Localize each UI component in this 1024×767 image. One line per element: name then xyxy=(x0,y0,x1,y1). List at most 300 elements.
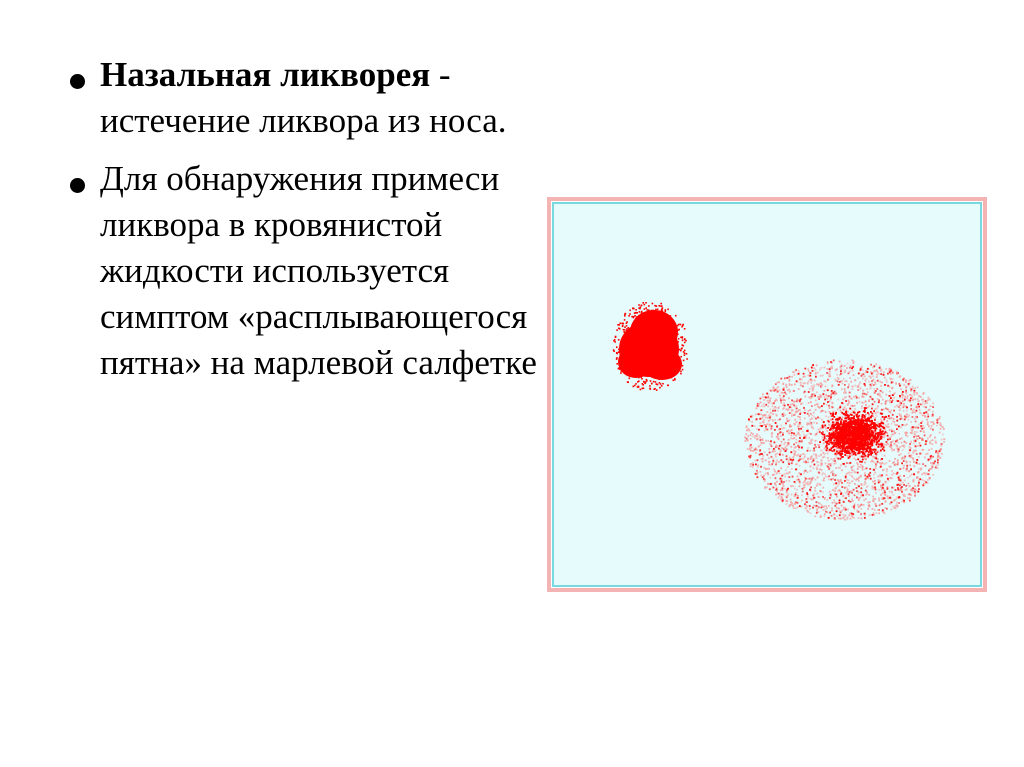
halo-speck xyxy=(785,450,787,452)
halo-speck xyxy=(884,429,886,431)
halo-speck xyxy=(837,399,839,401)
core-speck xyxy=(869,420,871,422)
halo-speck xyxy=(902,397,904,399)
core-speck xyxy=(875,449,877,451)
halo-speck xyxy=(828,395,830,397)
halo-speck xyxy=(766,454,768,456)
halo-speck xyxy=(812,507,814,509)
core-speck xyxy=(852,447,854,449)
halo-speck xyxy=(866,394,868,396)
halo-speck xyxy=(903,405,905,407)
halo-speck xyxy=(767,483,769,485)
halo-speck xyxy=(862,378,864,380)
halo-speck xyxy=(893,410,895,412)
halo-speck xyxy=(841,505,843,507)
core-speck xyxy=(843,438,845,440)
halo-speck xyxy=(939,424,941,426)
halo-speck xyxy=(898,454,900,456)
blood-spot-speck xyxy=(613,350,615,352)
halo-speck xyxy=(778,381,780,383)
halo-speck xyxy=(909,443,911,445)
halo-speck xyxy=(940,448,942,450)
halo-speck xyxy=(928,397,930,399)
blood-spot-speck xyxy=(661,305,663,307)
halo-speck xyxy=(922,403,924,405)
blood-spot-speck xyxy=(626,328,628,330)
halo-speck xyxy=(890,397,892,399)
halo-speck xyxy=(763,424,765,426)
halo-speck xyxy=(904,399,906,401)
blood-spot-speck xyxy=(635,383,637,385)
blood-spot-speck xyxy=(682,344,684,346)
blood-spot-speck xyxy=(648,309,650,311)
halo-speck xyxy=(932,456,934,458)
halo-speck xyxy=(857,377,859,379)
halo-speck xyxy=(882,487,884,489)
halo-speck xyxy=(871,373,873,375)
halo-speck xyxy=(905,387,907,389)
halo-speck xyxy=(816,508,818,510)
halo-speck xyxy=(833,411,835,413)
halo-speck xyxy=(790,451,792,453)
halo-speck xyxy=(814,416,816,418)
halo-speck xyxy=(762,455,764,457)
core-speck xyxy=(862,456,864,458)
halo-speck xyxy=(886,474,888,476)
halo-speck xyxy=(937,420,939,422)
core-speck xyxy=(826,447,828,449)
halo-speck xyxy=(885,408,887,410)
halo-speck xyxy=(875,413,877,415)
halo-speck xyxy=(866,388,868,390)
halo-speck xyxy=(885,379,887,381)
halo-speck xyxy=(763,414,765,416)
blood-spot-speck xyxy=(644,304,646,306)
halo-speck xyxy=(856,490,858,492)
halo-speck xyxy=(767,406,769,408)
core-speck xyxy=(855,426,857,428)
blood-spot-speck xyxy=(629,375,631,377)
halo-speck xyxy=(783,443,785,445)
halo-speck xyxy=(774,406,776,408)
halo-speck xyxy=(864,474,866,476)
halo-speck xyxy=(757,476,759,478)
core-speck xyxy=(862,414,864,416)
halo-speck xyxy=(860,513,862,515)
halo-speck xyxy=(923,406,925,408)
halo-speck xyxy=(780,489,782,491)
core-speck xyxy=(838,431,840,433)
halo-speck xyxy=(815,434,817,436)
halo-speck xyxy=(830,361,832,363)
halo-speck xyxy=(811,426,813,428)
blood-spot-speck xyxy=(631,374,633,376)
halo-speck xyxy=(928,459,930,461)
halo-speck xyxy=(802,426,804,428)
halo-speck xyxy=(773,487,775,489)
blood-spot-speck xyxy=(626,370,628,372)
core-speck xyxy=(846,425,848,427)
halo-speck xyxy=(909,485,911,487)
halo-speck xyxy=(860,464,862,466)
core-speck xyxy=(860,433,862,435)
halo-speck xyxy=(923,392,925,394)
halo-speck xyxy=(801,500,803,502)
halo-speck xyxy=(824,448,826,450)
halo-speck xyxy=(782,500,784,502)
core-speck xyxy=(875,453,877,455)
core-speck xyxy=(851,417,853,419)
blood-spot-speck xyxy=(655,309,657,311)
blood-spot-speck xyxy=(644,308,646,310)
halo-speck xyxy=(913,450,915,452)
halo-speck xyxy=(865,404,867,406)
halo-speck xyxy=(818,383,820,385)
halo-speck xyxy=(841,388,843,390)
halo-speck xyxy=(779,395,781,397)
halo-speck xyxy=(904,432,906,434)
halo-speck xyxy=(840,492,842,494)
halo-speck xyxy=(877,476,879,478)
halo-speck xyxy=(928,473,930,475)
core-speck xyxy=(859,443,861,445)
halo-speck xyxy=(909,464,911,466)
halo-speck xyxy=(845,392,847,394)
halo-speck xyxy=(913,480,915,482)
halo-speck xyxy=(781,447,783,449)
core-speck xyxy=(866,433,868,435)
halo-speck xyxy=(884,377,886,379)
halo-speck xyxy=(812,477,814,479)
halo-speck xyxy=(846,473,848,475)
core-speck xyxy=(874,435,876,437)
halo-speck xyxy=(799,482,801,484)
halo-speck xyxy=(905,390,907,392)
halo-speck xyxy=(846,462,848,464)
halo-speck xyxy=(750,455,752,457)
halo-speck xyxy=(858,384,860,386)
blood-spot-speck xyxy=(674,373,676,375)
halo-speck xyxy=(878,489,880,491)
halo-speck xyxy=(813,412,815,414)
halo-speck xyxy=(810,372,812,374)
core-speck xyxy=(840,458,842,460)
halo-speck xyxy=(847,386,849,388)
blood-spot-speck xyxy=(620,323,622,325)
blood-spot-speck xyxy=(645,381,647,383)
halo-speck xyxy=(816,467,818,469)
halo-speck xyxy=(833,499,835,501)
halo-speck xyxy=(775,456,777,458)
halo-speck xyxy=(774,483,776,485)
halo-speck xyxy=(915,489,917,491)
halo-speck xyxy=(873,514,875,516)
halo-speck xyxy=(900,418,902,420)
halo-speck xyxy=(789,462,791,464)
halo-speck xyxy=(816,501,818,503)
halo-speck xyxy=(941,439,943,441)
halo-speck xyxy=(924,480,926,482)
halo-speck xyxy=(773,402,775,404)
halo-speck xyxy=(804,456,806,458)
halo-speck xyxy=(788,432,790,434)
halo-speck xyxy=(802,488,804,490)
halo-speck xyxy=(827,401,829,403)
halo-speck xyxy=(825,428,827,430)
core-speck xyxy=(840,440,842,442)
blood-spot-speck xyxy=(666,373,668,375)
halo-speck xyxy=(879,393,881,395)
halo-speck xyxy=(839,514,841,516)
core-speck xyxy=(865,426,867,428)
halo-speck xyxy=(825,463,827,465)
blood-spot-part xyxy=(642,348,682,380)
halo-speck xyxy=(814,404,816,406)
halo-speck xyxy=(824,505,826,507)
halo-speck xyxy=(751,425,753,427)
halo-speck xyxy=(940,422,942,424)
halo-speck xyxy=(757,405,759,407)
blood-spot-speck xyxy=(633,317,635,319)
halo-speck xyxy=(932,429,934,431)
halo-speck xyxy=(810,486,812,488)
core-speck xyxy=(832,421,834,423)
halo-speck xyxy=(917,427,919,429)
halo-speck xyxy=(777,410,779,412)
halo-speck xyxy=(874,401,876,403)
blood-spot-speck xyxy=(680,324,682,326)
halo-speck xyxy=(905,381,907,383)
core-speck xyxy=(832,424,834,426)
halo-speck xyxy=(914,411,916,413)
halo-speck xyxy=(805,478,807,480)
halo-speck xyxy=(862,402,864,404)
halo-speck xyxy=(750,416,752,418)
halo-speck xyxy=(872,508,874,510)
core-speck xyxy=(832,418,834,420)
halo-speck xyxy=(850,518,852,520)
halo-speck xyxy=(842,399,844,401)
blood-spot-speck xyxy=(677,325,679,327)
halo-speck xyxy=(831,367,833,369)
halo-speck xyxy=(790,501,792,503)
halo-speck xyxy=(913,461,915,463)
core-speck xyxy=(849,408,851,410)
halo-speck xyxy=(782,483,784,485)
bullet-dash: - xyxy=(430,55,451,94)
core-speck xyxy=(856,434,858,436)
halo-speck xyxy=(793,423,795,425)
halo-speck xyxy=(856,402,858,404)
halo-speck xyxy=(851,472,853,474)
halo-speck xyxy=(825,386,827,388)
halo-speck xyxy=(921,473,923,475)
halo-speck xyxy=(833,473,835,475)
halo-speck xyxy=(839,381,841,383)
halo-speck xyxy=(902,494,904,496)
halo-speck xyxy=(821,450,823,452)
halo-speck xyxy=(858,517,860,519)
halo-speck xyxy=(796,411,798,413)
halo-speck xyxy=(746,426,748,428)
halo-speck xyxy=(930,428,932,430)
halo-speck xyxy=(899,468,901,470)
halo-speck xyxy=(830,419,832,421)
core-speck xyxy=(860,438,862,440)
blood-spot-speck xyxy=(628,374,630,376)
halo-speck xyxy=(761,425,763,427)
halo-speck xyxy=(868,375,870,377)
halo-speck xyxy=(881,409,883,411)
halo-speck xyxy=(889,491,891,493)
halo-speck xyxy=(821,405,823,407)
halo-speck xyxy=(857,468,859,470)
blood-spot-speck xyxy=(653,313,655,315)
halo-speck xyxy=(917,445,919,447)
halo-speck xyxy=(781,478,783,480)
halo-speck xyxy=(759,406,761,408)
halo-speck xyxy=(794,374,796,376)
halo-speck xyxy=(878,512,880,514)
halo-speck xyxy=(847,403,849,405)
halo-speck xyxy=(756,470,758,472)
halo-speck xyxy=(789,406,791,408)
halo-speck xyxy=(788,459,790,461)
halo-speck xyxy=(807,471,809,473)
halo-speck xyxy=(830,398,832,400)
halo-speck xyxy=(889,386,891,388)
halo-speck xyxy=(761,453,763,455)
halo-speck xyxy=(790,437,792,439)
halo-speck xyxy=(937,457,939,459)
halo-speck xyxy=(804,487,806,489)
halo-speck xyxy=(782,434,784,436)
halo-speck xyxy=(847,482,849,484)
halo-speck xyxy=(865,490,867,492)
halo-speck xyxy=(854,504,856,506)
halo-speck xyxy=(892,381,894,383)
halo-speck xyxy=(859,382,861,384)
blood-spot-speck xyxy=(624,363,626,365)
halo-speck xyxy=(908,384,910,386)
halo-speck xyxy=(755,464,757,466)
core-speck xyxy=(862,445,864,447)
halo-speck xyxy=(788,439,790,441)
core-speck xyxy=(859,461,861,463)
halo-speck xyxy=(874,480,876,482)
halo-speck xyxy=(855,459,857,461)
halo-speck xyxy=(796,455,798,457)
halo-speck xyxy=(880,466,882,468)
halo-speck xyxy=(902,482,904,484)
core-speck xyxy=(865,455,867,457)
core-speck xyxy=(831,443,833,445)
halo-speck xyxy=(907,497,909,499)
halo-speck xyxy=(870,364,872,366)
halo-speck xyxy=(869,501,871,503)
halo-speck xyxy=(900,487,902,489)
core-speck xyxy=(856,421,858,423)
halo-speck xyxy=(806,430,808,432)
halo-speck xyxy=(821,464,823,466)
halo-speck xyxy=(796,398,798,400)
blood-spot-speck xyxy=(635,309,637,311)
blood-spot-speck xyxy=(674,378,676,380)
core-speck xyxy=(854,422,856,424)
halo-speck xyxy=(849,474,851,476)
core-speck xyxy=(882,423,884,425)
halo-speck xyxy=(909,449,911,451)
halo-speck xyxy=(863,504,865,506)
blood-spot-speck xyxy=(673,322,675,324)
halo-speck xyxy=(807,447,809,449)
halo-speck xyxy=(841,486,843,488)
halo-speck xyxy=(927,423,929,425)
halo-speck xyxy=(896,405,898,407)
halo-speck xyxy=(917,417,919,419)
blood-spot-speck xyxy=(616,353,618,355)
halo-speck xyxy=(925,442,927,444)
core-speck xyxy=(849,443,851,445)
blood-spot-speck xyxy=(624,332,626,334)
core-speck xyxy=(873,440,875,442)
halo-speck xyxy=(851,480,853,482)
halo-speck xyxy=(786,386,788,388)
halo-speck xyxy=(770,398,772,400)
halo-speck xyxy=(884,497,886,499)
halo-speck xyxy=(814,490,816,492)
halo-speck xyxy=(846,479,848,481)
halo-speck xyxy=(857,466,859,468)
halo-speck xyxy=(891,487,893,489)
halo-speck xyxy=(897,487,899,489)
halo-speck xyxy=(819,468,821,470)
halo-speck xyxy=(819,396,821,398)
halo-speck xyxy=(885,424,887,426)
halo-speck xyxy=(795,422,797,424)
halo-speck xyxy=(844,365,846,367)
halo-speck xyxy=(787,444,789,446)
core-speck xyxy=(836,429,838,431)
halo-speck xyxy=(921,421,923,423)
halo-speck xyxy=(815,440,817,442)
halo-speck xyxy=(932,474,934,476)
halo-speck xyxy=(772,451,774,453)
halo-speck xyxy=(899,375,901,377)
halo-speck xyxy=(919,409,921,411)
halo-speck xyxy=(808,402,810,404)
core-speck xyxy=(850,426,852,428)
core-speck xyxy=(853,420,855,422)
halo-speck xyxy=(870,377,872,379)
halo-speck xyxy=(828,405,830,407)
halo-speck xyxy=(878,482,880,484)
halo-speck xyxy=(918,468,920,470)
halo-speck xyxy=(854,385,856,387)
halo-speck xyxy=(887,417,889,419)
halo-speck xyxy=(797,502,799,504)
halo-speck xyxy=(813,448,815,450)
halo-speck xyxy=(761,458,763,460)
core-speck xyxy=(868,438,870,440)
halo-speck xyxy=(810,413,812,415)
halo-speck xyxy=(883,436,885,438)
halo-speck xyxy=(886,381,888,383)
halo-speck xyxy=(817,477,819,479)
halo-speck xyxy=(775,464,777,466)
halo-speck xyxy=(880,485,882,487)
halo-speck xyxy=(940,445,942,447)
